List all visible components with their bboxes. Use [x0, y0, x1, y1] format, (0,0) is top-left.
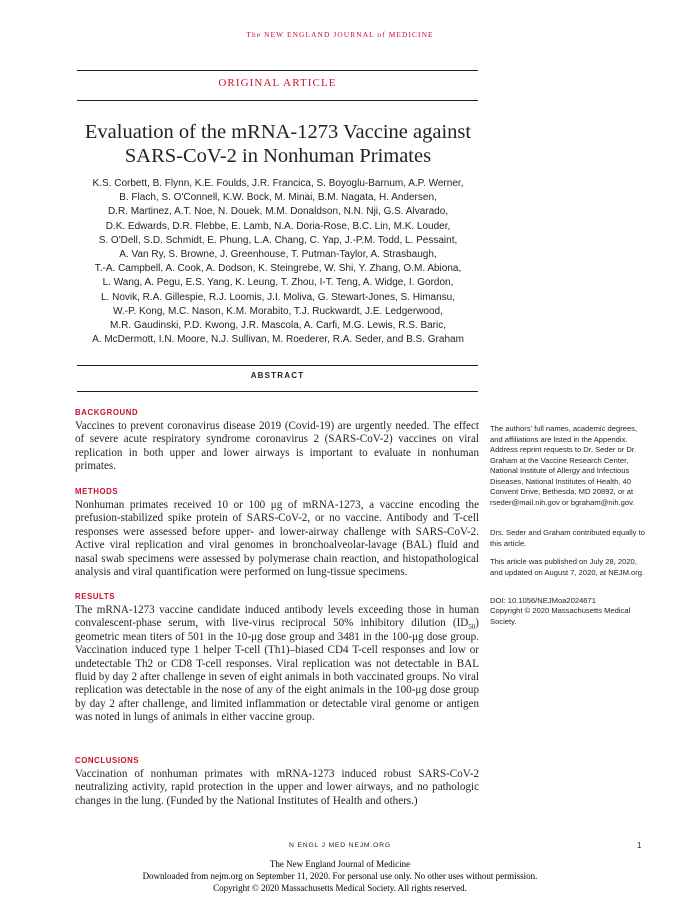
conclusions-heading: CONCLUSIONS: [75, 756, 140, 765]
author-line: T.-A. Campbell, A. Cook, A. Dodson, K. Steingrebe, W. Shi, Y. Zhang, O.M. Abiona,: [94, 263, 462, 275]
article-title: [60, 120, 496, 168]
results-text: [75, 604, 479, 725]
author-line: B. Flach, S. O'Connell, K.W. Bock, M. Minai, B.M. Nagata, H. Andersen,: [119, 192, 437, 204]
background-heading: BACKGROUND: [75, 408, 139, 417]
title-line: SARS-CoV-2 in Nonhuman Primates: [124, 145, 432, 167]
author-line: K.S. Corbett, B. Flynn, K.E. Foulds, J.R. Francica, S. Boyoglu-Barnum, A.P. Werner,: [92, 178, 464, 189]
affiliation-note: The authors' full names, academic degrees, and affiliations are listed in the Appendix. Address reprint requests to Dr. Seder or Dr. Graham at the Vaccine Research Center, National Institute of Allergy and Infectious Diseases, National Institutes of Health, 40 Convent Drive, Bethesda, MD 20892, or at rseder@mail.nih.gov or bgraham@nih.gov.: [490, 424, 638, 507]
author-list: [70, 177, 486, 347]
doi-link[interactable]: DOI: 10.1056/NEJMoa2024671: [490, 596, 596, 605]
author-line: M.R. Gaudinski, P.D. Kwong, J.R. Mascola, A. Carfi, M.G. Lewis, R.S. Baric,: [109, 320, 447, 332]
author-line: L. Wang, A. Pegu, E.S. Yang, K. Leung, T. Zhou, I-T. Teng, A. Widge, I. Gordon,: [102, 277, 454, 289]
footer-journal-line: N ENGL J MED NEJM.ORG: [289, 842, 391, 849]
header-rule-bottom: [77, 100, 478, 101]
conclusions-text: Vaccination of nonhuman primates with mRNA-1273 induced robust SARS-CoV-2 neutralizing activity, rapid protection in the upper and lower airways, and no pathologic changes in the lung. (Funded by the National Institutes of Health and others.): [75, 768, 479, 807]
author-line: D.K. Edwards, D.R. Flebbe, E. Lamb, N.A. Doria-Rose, B.C. Lin, M.K. Louder,: [105, 220, 451, 232]
abstract-rule-bottom: [77, 391, 478, 392]
title-line: Evaluation of the mRNA-1273 Vaccine against: [84, 121, 472, 143]
header-rule-top: [77, 70, 478, 71]
download-notice: Downloaded from nejm.org on September 11, 2020. For personal use only. No other uses without permission.: [142, 871, 538, 881]
journal-header: The NEW ENGLAND JOURNAL of MEDICINE: [246, 30, 434, 39]
publication-note: This article was published on July 28, 2020, and updated on August 7, 2020, at NEJM.org.: [490, 557, 645, 577]
results-text-part: ) geometric mean titers of 501 in the 10-μg dose group and 3481 in the 100-μg dose group. Vaccination induced type 1 helper T-cell (Th1)–biased CD4 T-cell responses and low or undetectable Th2 or CD8 T-cell responses. Viral replication was not detectable in BAL fluid by day 2 after challenge in seven of eight animals in both vaccinated groups. No viral replication was detectable in the nose of any of the eight animals in the 100-μg dose group by day 2 after challenge, and limited inflammation or detectable viral genome or antigen was noted in lungs of animals in either vaccine group.: [75, 617, 479, 724]
author-line: A. McDermott, I.N. Moore, N.J. Sullivan, M. Roederer, R.A. Seder, and B.S. Graham: [92, 334, 464, 346]
page-number: 1: [637, 841, 642, 850]
author-line: L. Novik, R.A. Gillespie, R.J. Loomis, J.I. Moliva, G. Stewart-Jones, S. Himansu,: [101, 291, 455, 303]
download-notice-title: The New England Journal of Medicine: [269, 859, 411, 869]
author-line: A. Van Ry, S. Browne, J. Greenhouse, T. Putman-Taylor, A. Strasbaugh,: [119, 249, 437, 261]
author-line: S. O'Dell, S.D. Schmidt, E. Phung, L.A. Chang, C. Yap, J.-P.M. Todd, L. Pessaint,: [98, 234, 458, 246]
author-line: D.R. Martinez, A.T. Noe, N. Douek, M.M. Donaldson, N.N. Nji, G.S. Alvarado,: [107, 206, 449, 218]
copyright-note: Copyright © 2020 Massachusetts Medical Society.: [490, 606, 631, 626]
author-line: W.-P. Kong, M.C. Nason, K.M. Morabito, T.J. Ruckwardt, J.E. Ledgerwood,: [113, 305, 443, 317]
methods-text: Nonhuman primates received 10 or 100 μg of mRNA-1273, a vaccine encoding the prefusion-stabilized spike protein of SARS-CoV-2, or no vaccine. Antibody and T-cell responses were assessed before upper- and lower-airway challenge with SARS-CoV-2. Active viral replication and viral genomes in bronchoalveolar-lavage (BAL) fluid and nasal swab specimens were assessed by polymerase chain reaction, and histopathological analysis and viral quantification were performed on lung-tissue specimens.: [75, 499, 479, 579]
abstract-rule-top: [77, 365, 478, 366]
methods-heading: METHODS: [75, 487, 119, 496]
background-text: Vaccines to prevent coronavirus disease 2019 (Covid-19) are urgently needed. The effect of severe acute respiratory syndrome coronavirus 2 (SARS-CoV-2) vaccines on viral replication in both upper and lower airways is important to evaluate in nonhuman primates.: [75, 420, 479, 473]
abstract-label: ABSTRACT: [250, 371, 305, 380]
download-copyright: Copyright © 2020 Massachusetts Medical Society. All rights reserved.: [213, 883, 467, 893]
results-heading: RESULTS: [75, 592, 116, 601]
article-type-label: ORIGINAL ARTICLE: [218, 77, 337, 89]
results-text-part: The mRNA-1273 vaccine candidate induced antibody levels exceeding those in human convalescent-phase serum, with live-virus reciprocal 50% inhibitory dilution (ID: [75, 604, 479, 630]
contribution-note: Drs. Seder and Graham contributed equally to this article.: [490, 528, 645, 548]
results-subscript: 50: [468, 623, 476, 632]
